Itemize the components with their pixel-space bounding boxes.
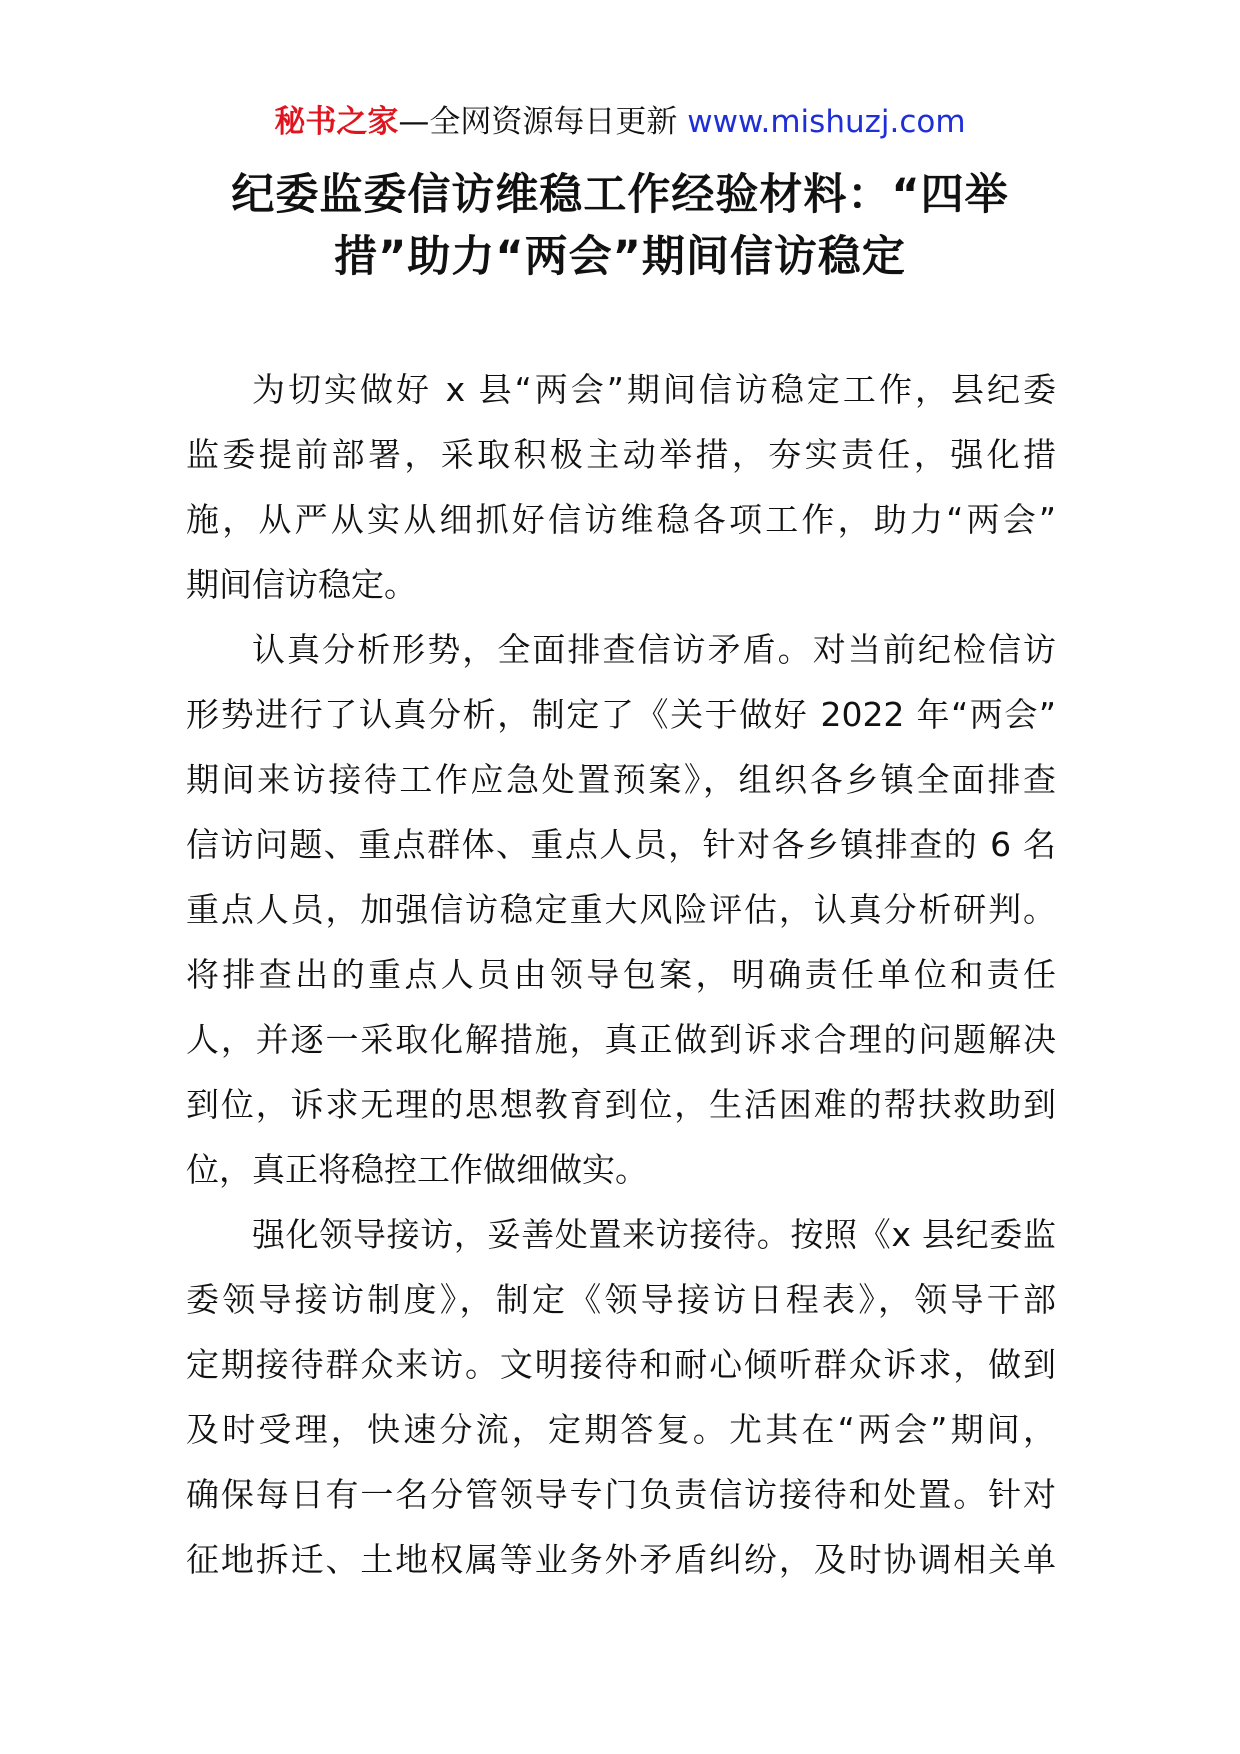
body-line: 征地拆迁、土地权属等业务外矛盾纠纷，及时协调相关单 [186, 1540, 1056, 1579]
title-line: 措”助力“两会”期间信访稳定 [334, 232, 906, 282]
document-title [150, 164, 1090, 288]
body-line: 将排查出的重点人员由领导包案，明确责任单位和责任 [186, 955, 1056, 994]
title-line: 纪委监委信访维稳工作经验材料：“四举 [231, 170, 1009, 220]
body-line: 期间来访接待工作应急处置预案》，组织各乡镇全面排查 [186, 760, 1056, 799]
document-body [186, 357, 1056, 1592]
body-line: 确保每日有一名分管领导专门负责信访接待和处置。针对 [186, 1475, 1056, 1514]
body-line: 及时受理，快速分流，定期答复。尤其在“两会”期间， [186, 1410, 1056, 1449]
site-url-link[interactable]: www.mishuzj.com [687, 104, 966, 140]
body-line: 强化领导接访，妥善处置来访接待。按照《x 县纪委监 [252, 1215, 1056, 1254]
body-line: 施，从严从实从细抓好信访维稳各项工作，助力“两会” [186, 500, 1056, 539]
site-tagline: —全网资源每日更新 [398, 104, 688, 140]
body-line: 期间信访稳定。 [186, 565, 417, 604]
body-line: 认真分析形势，全面排查信访矛盾。对当前纪检信访 [252, 630, 1056, 669]
body-line: 重点人员，加强信访稳定重大风险评估，认真分析研判。 [186, 890, 1056, 929]
body-line: 为切实做好 x 县“两会”期间信访稳定工作，县纪委 [252, 370, 1056, 409]
body-line: 监委提前部署，采取积极主动举措，夯实责任，强化措 [186, 435, 1056, 474]
body-line: 委领导接访制度》，制定《领导接访日程表》，领导干部 [186, 1280, 1056, 1319]
body-line: 人，并逐一采取化解措施，真正做到诉求合理的问题解决 [186, 1020, 1056, 1059]
body-line: 定期接待群众来访。文明接待和耐心倾听群众诉求，做到 [186, 1345, 1056, 1384]
site-brand: 秘书之家 [274, 104, 399, 140]
site-header [0, 100, 1240, 144]
body-line: 到位，诉求无理的思想教育到位，生活困难的帮扶救助到 [186, 1085, 1056, 1124]
body-line: 位，真正将稳控工作做细做实。 [186, 1150, 648, 1189]
body-line: 信访问题、重点群体、重点人员，针对各乡镇排查的 6 名 [186, 825, 1056, 864]
body-line: 形势进行了认真分析，制定了《关于做好 2022 年“两会” [186, 695, 1056, 734]
